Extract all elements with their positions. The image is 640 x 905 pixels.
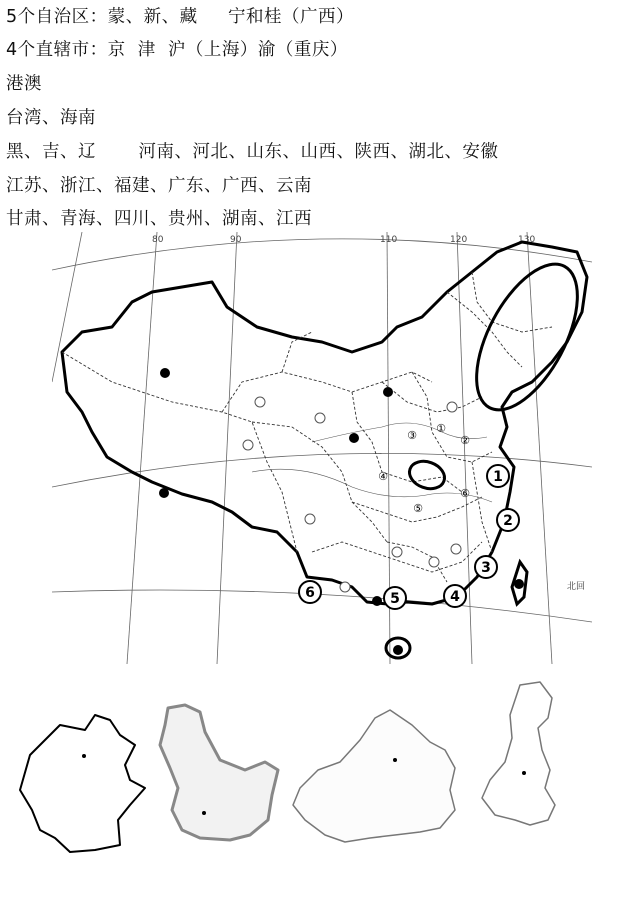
northeast-ellipse bbox=[456, 249, 592, 426]
text-line-provinces-1: 黑、吉、辽 河南、河北、山东、山西、陕西、湖北、安徽 bbox=[6, 142, 499, 162]
lon-label-120: 120 bbox=[450, 235, 468, 245]
large-markers bbox=[305, 469, 513, 607]
text-line-autonomous-regions: 5个自治区：蒙、新、藏 宁和桂（广西） bbox=[6, 7, 354, 27]
small-marker-4: ④ bbox=[378, 470, 388, 483]
silhouette-xinjiang-dot bbox=[393, 758, 397, 762]
large-marker-2: 2 bbox=[503, 513, 513, 529]
silhouette-heilongjiang bbox=[160, 705, 278, 840]
city-dots bbox=[159, 368, 524, 655]
small-marker-1: ① bbox=[436, 422, 446, 435]
china-outline-map bbox=[52, 232, 592, 664]
text-line-provinces-2: 江苏、浙江、福建、广东、广西、云南 bbox=[6, 176, 312, 196]
lon-label-90: 90 bbox=[230, 235, 242, 245]
silhouette-hebei-dot bbox=[82, 754, 86, 758]
silhouette-heilongjiang-dot bbox=[202, 811, 206, 815]
small-marker-3: ③ bbox=[407, 429, 417, 442]
large-marker-4: 4 bbox=[450, 589, 460, 605]
silhouette-xinjiang bbox=[293, 710, 455, 842]
rivers bbox=[252, 423, 492, 502]
large-marker-6: 6 bbox=[305, 585, 315, 601]
province-boundaries bbox=[62, 272, 552, 582]
lon-label-80: 80 bbox=[152, 235, 164, 245]
large-marker-5: 5 bbox=[390, 591, 400, 607]
small-marker-5: ⑤ bbox=[413, 502, 423, 515]
small-marker-2: ② bbox=[460, 434, 470, 447]
large-marker-1: 1 bbox=[493, 469, 503, 485]
silhouette-hebei bbox=[20, 715, 145, 852]
large-marker-3: 3 bbox=[481, 560, 491, 576]
small-markers bbox=[378, 422, 470, 515]
graticule bbox=[52, 232, 592, 664]
text-line-municipalities: 4个直辖市：京 津 沪（上海）渝（重庆） bbox=[6, 40, 348, 60]
silhouette-shaanxi-dot bbox=[522, 771, 526, 775]
text-line-taiwan-hainan: 台湾、海南 bbox=[6, 108, 96, 128]
lon-label-110: 110 bbox=[380, 235, 398, 245]
text-line-hk-macao: 港澳 bbox=[6, 74, 42, 94]
large-marker-circles bbox=[299, 465, 519, 609]
text-line-provinces-3: 甘肃、青海、四川、贵州、湖南、江西 bbox=[6, 209, 312, 229]
silhouette-shaanxi bbox=[482, 682, 555, 825]
central-ellipse bbox=[406, 457, 449, 494]
tropic-label: 北回 bbox=[567, 582, 586, 592]
lon-label-130: 130 bbox=[518, 235, 536, 245]
province-silhouettes bbox=[0, 670, 640, 905]
small-marker-6: ⑥ bbox=[460, 487, 470, 500]
